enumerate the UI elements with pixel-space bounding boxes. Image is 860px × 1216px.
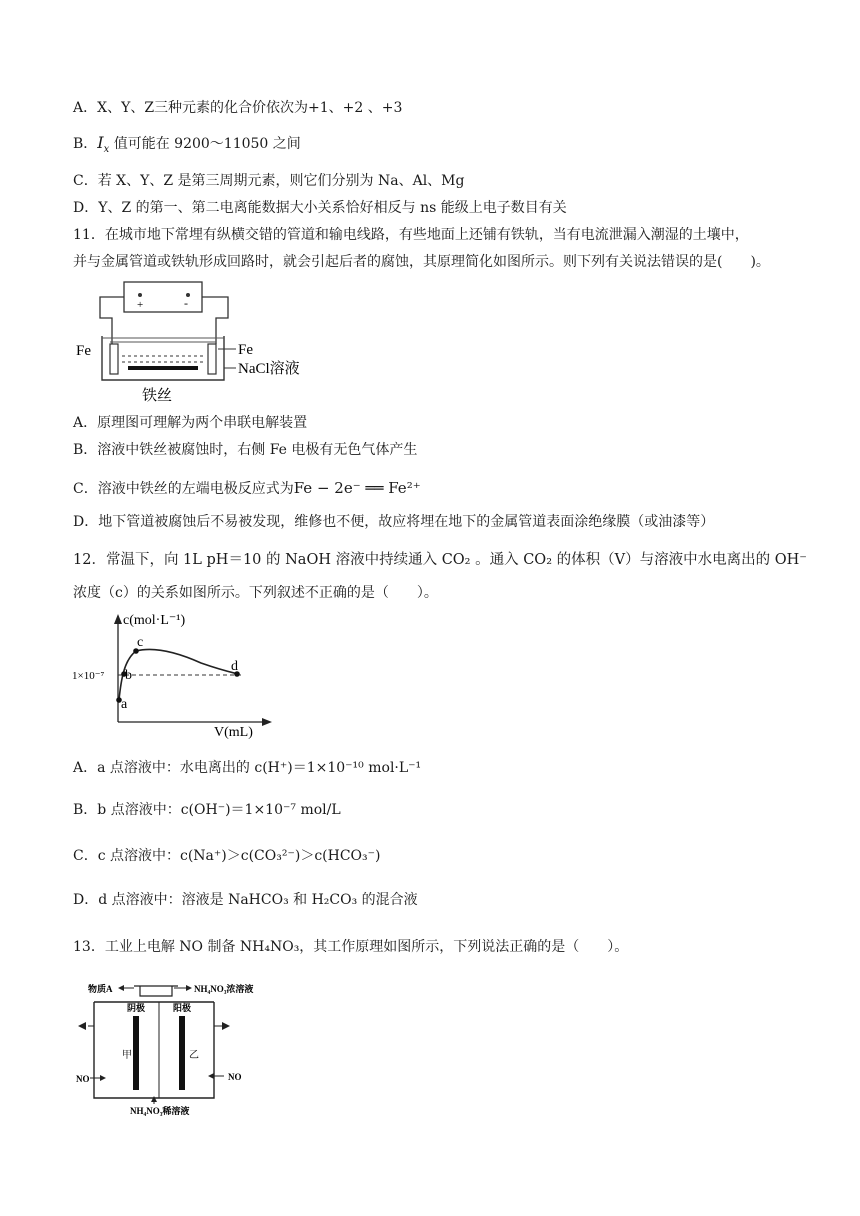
q11-option-c [73,478,421,499]
y-tick-label: 1×10⁻⁷ [72,670,105,682]
q12-stem-line1: 12．常温下，向 1L pH＝10 的 NaOH 溶液中持续通入 CO₂ 。通入 CO₂ 的体积（V）与溶液中水电离出的 OH⁻ [73,552,807,568]
q10-option-c: C．若 X、Y、Z 是第三周期元素，则它们分别为 Na、Al、Mg [73,173,465,189]
cathode-electrode [133,1016,139,1090]
q11-option-c-text: C．溶液中铁丝的左端电极反应式为 [73,481,294,497]
q11-option-c-equation: Fe − 2e⁻ ══ Fe²⁺ [293,479,421,497]
cathode-label: 阴极 [127,1003,146,1013]
q11-option-b: B．溶液中铁丝被腐蚀时，右侧 Fe 电极有无色气体产生 [73,442,418,458]
left-fe-electrode [110,344,118,374]
q11-stem-line2: 并与金属管道或铁轨形成回路时，就会引起后者的腐蚀，其原理简化如图所示。则下列有关说法错误的是( )。 [73,254,770,270]
q10-option-b [73,133,301,160]
q11-stem-line1: 11．在城市地下常埋有纵横交错的管道和输电线路，有些地面上还铺有铁轨，当有电流泄漏入潮湿的土壤中， [73,227,749,243]
right-fe-electrode [208,344,216,374]
x-axis-label: V(mL) [214,725,253,740]
point-d-label: d [231,659,238,674]
no-left-label: NO [76,1074,90,1084]
q11-electrolysis-figure [74,276,344,408]
q12-option-d: D．d 点溶液中：溶液是 NaHCO₃ 和 H₂CO₃ 的混合液 [73,892,418,908]
y-axis-label: c(mol·L⁻¹) [123,613,186,628]
q11-option-d: D．地下管道被腐蚀后不易被发现，维修也不便，故应将埋在地下的金属管道表面涂绝缘膜（或油漆等） [73,514,715,530]
point-c-label: c [137,635,144,650]
top-outlet-label: NH₄NO₃浓溶液 [194,984,254,994]
q11-option-a: A．原理图可理解为两个串联电解装置 [73,415,308,431]
left-wire [100,297,124,344]
q12-chart [66,608,276,740]
curve-line [119,649,238,700]
q12-option-a: A．a 点溶液中：水电离出的 c(H⁺)＝1×10⁻¹⁰ mol·L⁻¹ [73,760,422,776]
no-right-label: NO [228,1072,242,1082]
left-chamber-label: 甲 [122,1050,132,1061]
q13-electrolysis-figure [74,978,294,1118]
beaker [102,336,224,380]
q10-option-d: D．Y、Z 的第一、第二电离能数据大小关系恰好相反与 ns 能级上电子数目有关 [73,200,567,216]
power-supply-box [124,282,202,312]
anode-label: 阳极 [173,1003,192,1013]
anode-electrode [179,1016,185,1090]
right-chamber-label: 乙 [189,1050,199,1061]
q12-option-c: C．c 点溶液中：c(Na⁺)＞c(CO₃²⁻)＞c(HCO₃⁻) [73,848,381,864]
iron-wire-label: 铁丝 [142,388,173,404]
point-a-label: a [121,697,128,712]
q12-option-b: B．b 点溶液中：c(OH⁻)＝1×10⁻⁷ mol/L [73,802,341,818]
q10-option-a: A．X、Y、Z三种元素的化合价依次为+1、+2 、+3 [73,100,403,116]
q10-option-b-sub: x [103,143,110,155]
q12-stem-line2: 浓度（c）的关系如图所示。下列叙述不正确的是（ ）。 [73,585,438,601]
point-b-label: b [125,668,132,683]
nacl-solution-label: NaCl溶液 [238,361,300,377]
bottom-inlet-label: NH₄NO₃稀溶液 [130,1106,190,1116]
iron-wire [128,366,198,370]
fe-left-label: Fe [76,343,91,359]
q10-option-b-var: I [97,133,104,152]
minus-terminal-label: - [184,296,188,310]
q10-option-b-prefix: B． [73,136,98,152]
substance-a-label: 物质A [88,984,113,994]
plus-terminal-label: + [137,299,144,311]
q13-stem: 13．工业上电解 NO 制备 NH₄NO₃，其工作原理如图所示，下列说法正确的是（ ）。 [73,939,629,955]
fe-right-label: Fe [238,342,253,358]
q10-option-b-rest: 值可能在 9200～11050 之间 [109,136,301,152]
